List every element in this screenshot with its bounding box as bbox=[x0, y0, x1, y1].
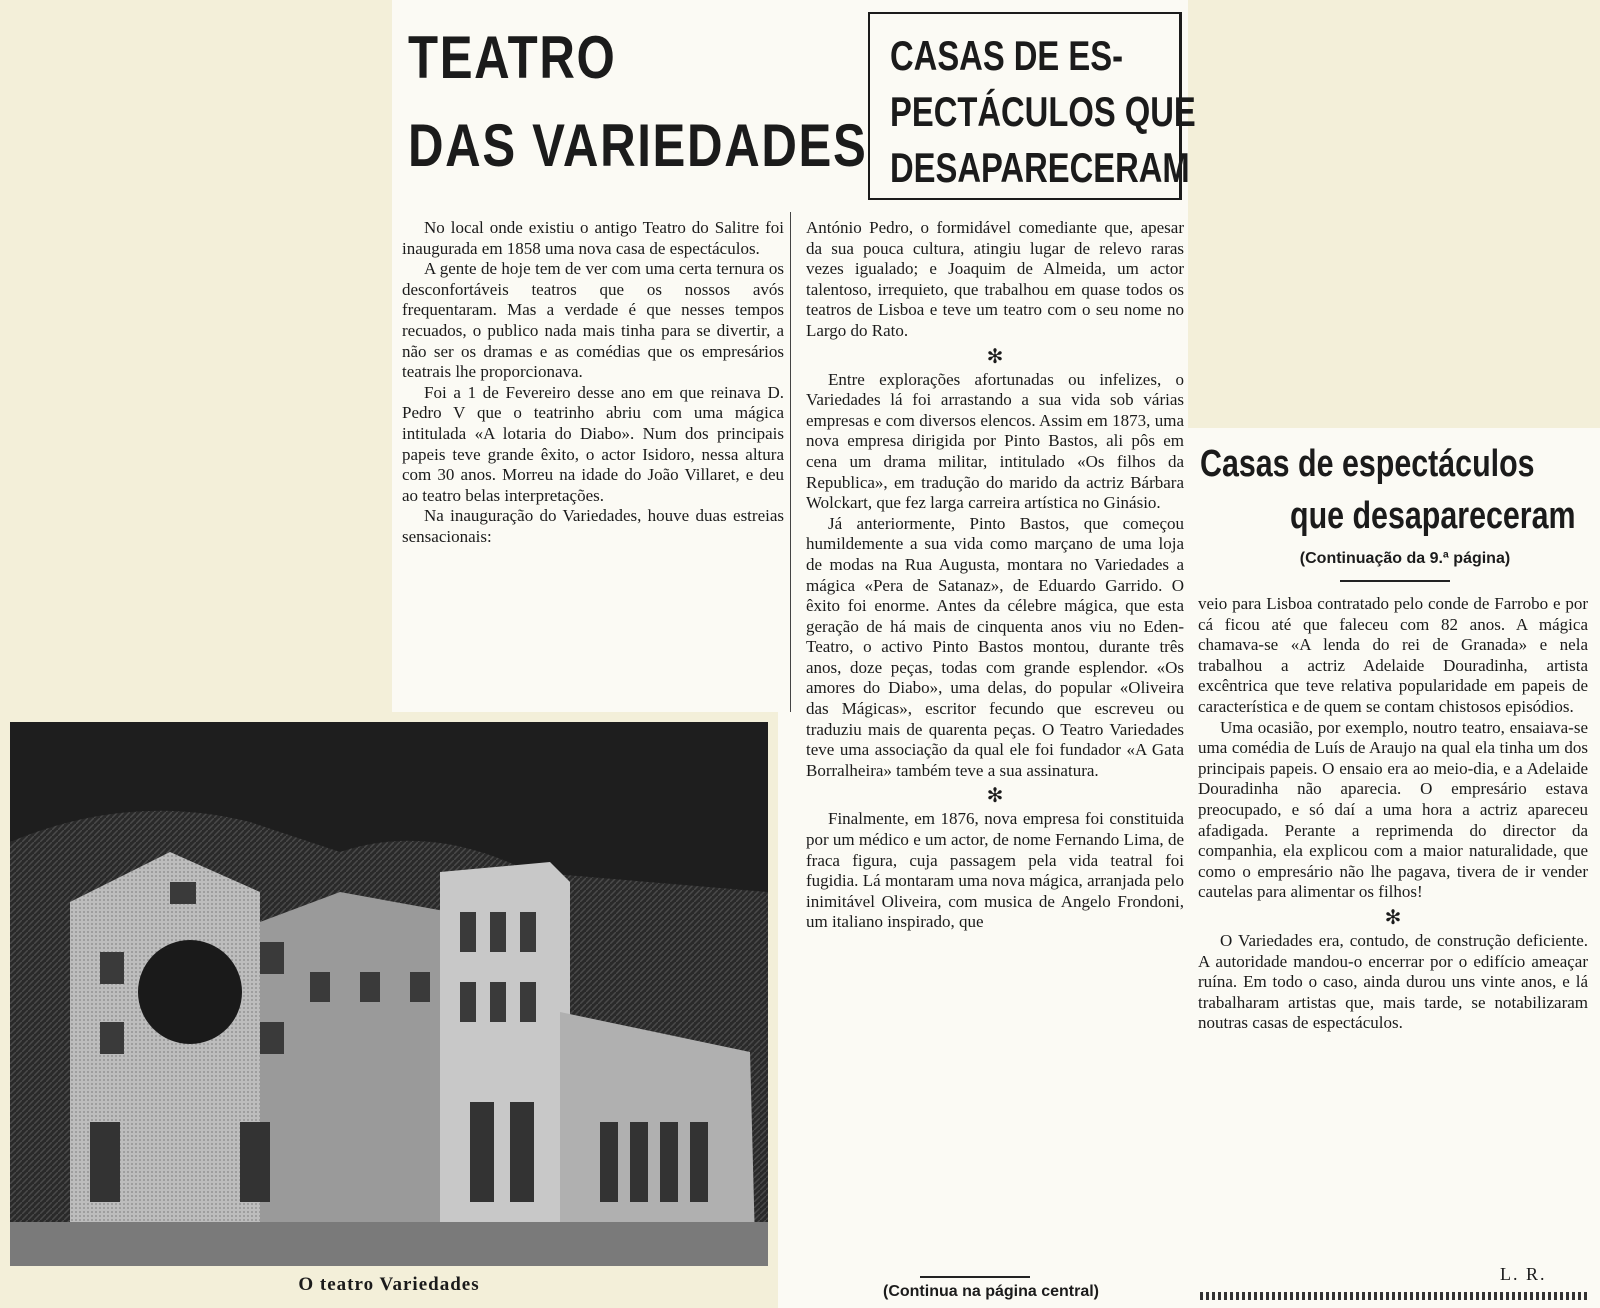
series-title-line-2: PECTÁCULOS QUE bbox=[890, 88, 1196, 135]
paragraph: António Pedro, o formidável comediante que, apesar da sua pouca cultura, atingiu lugar de relevo raras vezes igualado; e Joaquim de Almeida, um actor talentoso, irrequieto, que trabalhou em quase todos os teatros de Lisboa e teve um teatro com o seu nome no Largo do Rato. bbox=[806, 218, 1184, 340]
paragraph: Finalmente, em 1876, nova empresa foi constituida por um médico e um actor, de nome Fernando Lima, de fraca figura, cuja passagem pela vida teatral foi fugidia. Lá montaram uma nova mágica, arranjada pelo inimitável Oliveira, com musica de Angelo Frondoni, um italiano inspirado, que bbox=[806, 809, 1184, 932]
headline-line-2: DAS VARIEDADES bbox=[408, 112, 868, 179]
asterism-separator: ✻ bbox=[986, 345, 1004, 368]
article-column-2 bbox=[806, 218, 1184, 1278]
asterism-separator: ✻ bbox=[1384, 906, 1402, 929]
series-title-line-1: CASAS DE ES- bbox=[890, 32, 1124, 79]
continuation-title-line-1: Casas de espectáculos bbox=[1200, 443, 1535, 485]
column-rule bbox=[790, 212, 791, 712]
series-title-box bbox=[868, 12, 1196, 200]
theatre-photo bbox=[10, 722, 768, 1266]
continuation-title-line-2: que desapareceram bbox=[1290, 495, 1576, 537]
paragraph: A gente de hoje tem de ver com uma certa ternura os desconfortáveis teatros que os nossos avós frequentaram. Mas a verdade é que nesses tempos recuados, o publico nada mais tinha para se divertir, a não ser os dramas e as comédias que os empresários teatrais lhe proporcionava. bbox=[402, 259, 784, 382]
main-headline bbox=[408, 14, 868, 190]
article-column-3 bbox=[1198, 594, 1588, 1244]
paragraph: Já anteriormente, Pinto Bastos, que começou humildemente a sua vida como marçano de uma loja de modas na Rua Augusta, montara no Variedades a mágica «Pera de Satanaz», de Eduardo Garrido. O êxito foi enorme. Antes da célebre mágica, que esta geração de há mais de cinquenta anos viu no Eden-Teatro, o activo Pinto Bastos montou, durante três anos, doze peças, todas com grande esplendor. «Os amores do Diabo», uma delas, do popular «Oliveira das Mágicas», escritor fecundo que escreveu ou traduziu mais de quarenta peças. O Teatro Variedades teve uma associação da qual ele foi fundador «A Gata Borralheira» também teve a sua assinatura. bbox=[806, 513, 1184, 780]
paragraph: O Variedades era, contudo, de construção deficiente. A autoridade mandou-o encerrar por o edifício ameaçar ruína. Em todo o caso, ainda durou uns vinte anos, e lá trabalharam artistas que, mais tarde, se notabilizaram noutras casas de espectáculos. bbox=[1198, 930, 1588, 1033]
continuation-note: (Continuação da 9.ª página) bbox=[1299, 550, 1511, 567]
continuation-rule bbox=[1340, 580, 1450, 582]
continues-note: (Continua na página central) bbox=[882, 1283, 1099, 1300]
paragraph: Uma ocasião, por exemplo, noutro teatro, ensaiava-se uma comédia de Luís de Araujo na qual ela tinha um dos principais papeis. O ensaio era ao meio-dia, e a Adelaide Douradinha não aparecia. O empresário estava preocupado, e só daí a uma hora a actriz apareceu afadigada. Perante a reprimenda do director da companhia, ela explicou com a maior naturalidade, que como o empresário não lhe pagava, tivera de ir vender cautelas para alimentar os filhos! bbox=[1198, 717, 1588, 902]
paragraph: Entre explorações afortunadas ou infelizes, o Variedades lá foi arrastando a sua vida sob várias empresas e com diversos elencos. Assim em 1873, uma nova empresa dirigida por Pinto Bastos, ali pôs em cena um drama militar, intitulado «Os filhos da Republica», em tradução do marido da actriz Bárbara Wolckart, que fez larga carreira artística no Ginásio. bbox=[806, 369, 1184, 513]
theatre-illustration bbox=[10, 722, 768, 1266]
paragraph: No local onde existiu o antigo Teatro do Salitre foi inaugurada em 1858 uma nova casa de espectáculos. bbox=[402, 218, 784, 258]
paragraph: Foi a 1 de Fevereiro desse ano em que reinava D. Pedro V que o teatrinho abriu com uma mágica intitulada «A lotaria do Diabo». Num dos principais papeis teve grande êxito, o actor Isidoro, nessa altura com 30 anos. Morreu na idade do João Villaret, e deu ao teatro belas interpretações. bbox=[402, 382, 784, 505]
asterism-separator: ✻ bbox=[986, 785, 1004, 808]
paragraph: veio para Lisboa contratado pelo conde de Farrobo e por cá ficou até que faleceu com 82 anos. A mágica chamava-se «A lenda do rei de Granada» e nela trabalhou a actriz Adelaide Douradinha, artista excêntrica que teve relativa popularidade em papeis de característica e de quem se contam chistosos episódios. bbox=[1198, 594, 1588, 716]
headline-line-1: TEATRO bbox=[408, 24, 617, 91]
bottom-border bbox=[1200, 1292, 1588, 1300]
photo-caption: O teatro Variedades bbox=[298, 1274, 480, 1295]
paragraph: Na inauguração do Variedades, houve duas estreias sensacionais: bbox=[402, 506, 784, 546]
continuation-title bbox=[1200, 438, 1600, 542]
series-title-line-3: DESAPARECERAM bbox=[890, 144, 1190, 191]
article-column-1 bbox=[402, 218, 784, 710]
continues-rule bbox=[920, 1276, 1030, 1278]
author-signature: L. R. bbox=[1500, 1264, 1547, 1284]
